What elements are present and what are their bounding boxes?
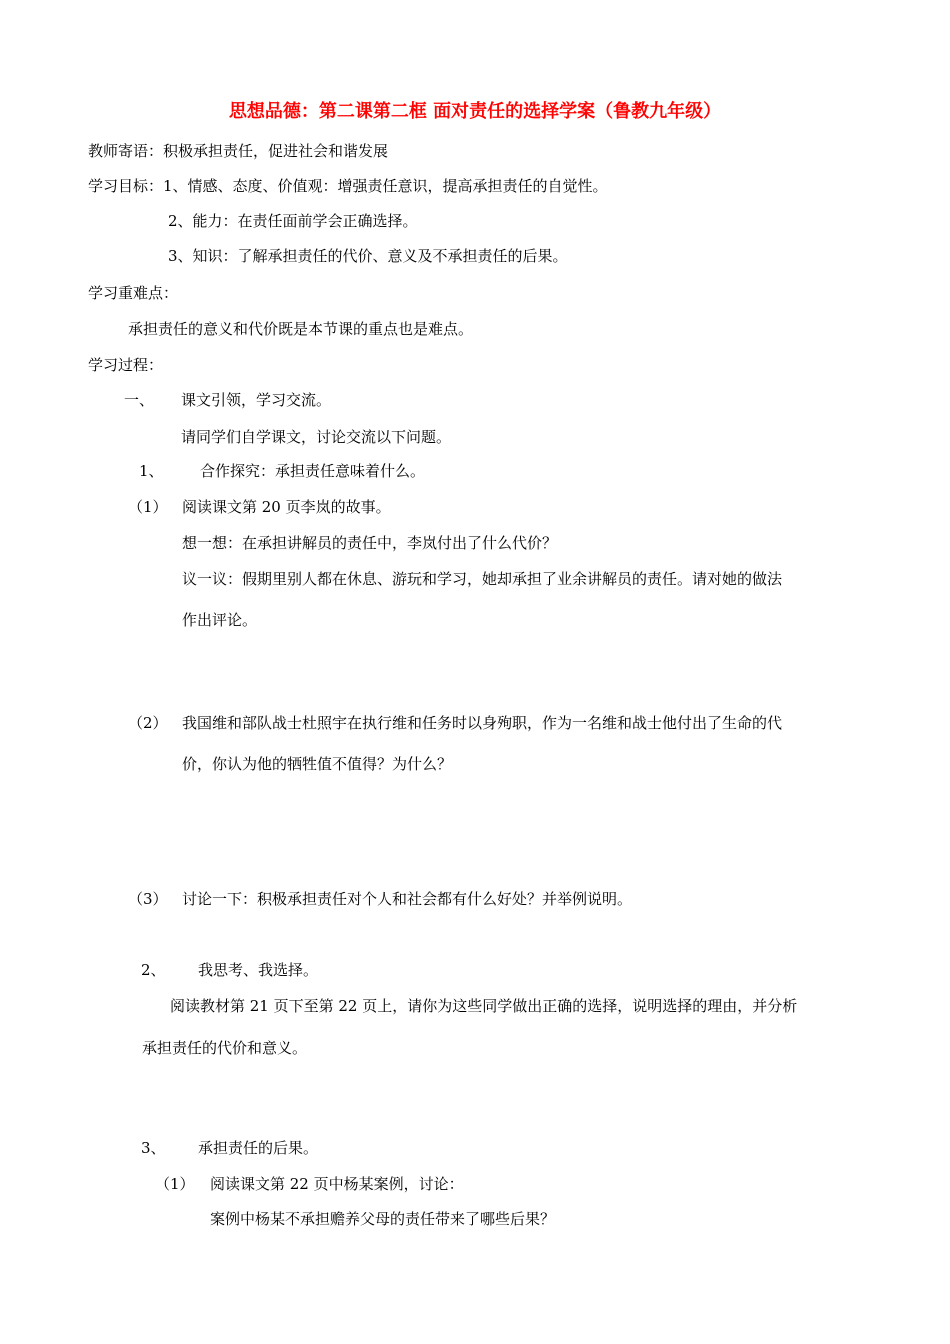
item1-sub1-marker: （1）: [128, 498, 168, 516]
item1-marker: 1、: [139, 462, 164, 480]
part1-title: 课文引领，学习交流。: [181, 391, 332, 409]
item1-sub2-line1: 我国维和部队战士杜照宇在执行维和任务时以身殉职，作为一名维和战士他付出了生命的代: [182, 714, 783, 732]
key-points-text: 承担责任的意义和代价既是本节课的重点也是难点。: [128, 320, 474, 338]
item2-line2: 承担责任的代价和意义。: [142, 1039, 308, 1057]
process-heading: 学习过程：: [88, 356, 164, 374]
item3-sub1-text: 阅读课文第 22 页中杨某案例，讨论：: [210, 1175, 464, 1193]
item1-sub2-line2: 价，你认为他的牺牲值不值得？为什么？: [182, 755, 453, 773]
part1-intro: 请同学们自学课文，讨论交流以下问题。: [181, 428, 452, 446]
learning-goal-2: 2、能力：在责任面前学会正确选择。: [168, 212, 418, 230]
item3-title: 承担责任的后果。: [198, 1139, 319, 1157]
key-points-heading: 学习重难点：: [88, 284, 179, 302]
teacher-message: 教师寄语：积极承担责任，促进社会和谐发展: [88, 142, 389, 160]
item3-sub1-question: 案例中杨某不承担赡养父母的责任带来了哪些后果？: [210, 1210, 556, 1228]
part1-marker: 一、: [124, 391, 155, 409]
item1-sub2-marker: （2）: [128, 714, 168, 732]
item1-sub1-discuss-line1: 议一议：假期里别人都在休息、游玩和学习，她却承担了业余讲解员的责任。请对她的做法: [182, 570, 783, 588]
item2-line1: 阅读教材第 21 页下至第 22 页上，请你为这些同学做出正确的选择，说明选择的理由，并分析: [170, 997, 798, 1015]
learning-goal-1: 学习目标：1、情感、态度、价值观：增强责任意识，提高承担责任的自觉性。: [88, 177, 608, 195]
item1-sub1-text: 阅读课文第 20 页李岚的故事。: [182, 498, 391, 516]
item1-sub3-marker: （3）: [128, 890, 168, 908]
item2-title: 我思考、我选择。: [198, 961, 319, 979]
item1-sub1-discuss-line2: 作出评论。: [182, 611, 258, 629]
item3-sub1-marker: （1）: [155, 1175, 195, 1193]
item3-marker: 3、: [141, 1139, 166, 1157]
item1-title: 合作探究：承担责任意味着什么。: [200, 462, 426, 480]
document-title: 思想品德：第二课第二框 面对责任的选择学案（鲁教九年级）: [228, 101, 722, 122]
item1-sub1-think: 想一想：在承担讲解员的责任中，李岚付出了什么代价？: [182, 534, 558, 552]
item1-sub3-text: 讨论一下：积极承担责任对个人和社会都有什么好处？并举例说明。: [182, 890, 633, 908]
item2-marker: 2、: [141, 961, 166, 979]
learning-goal-3: 3、知识：了解承担责任的代价、意义及不承担责任的后果。: [168, 247, 568, 265]
